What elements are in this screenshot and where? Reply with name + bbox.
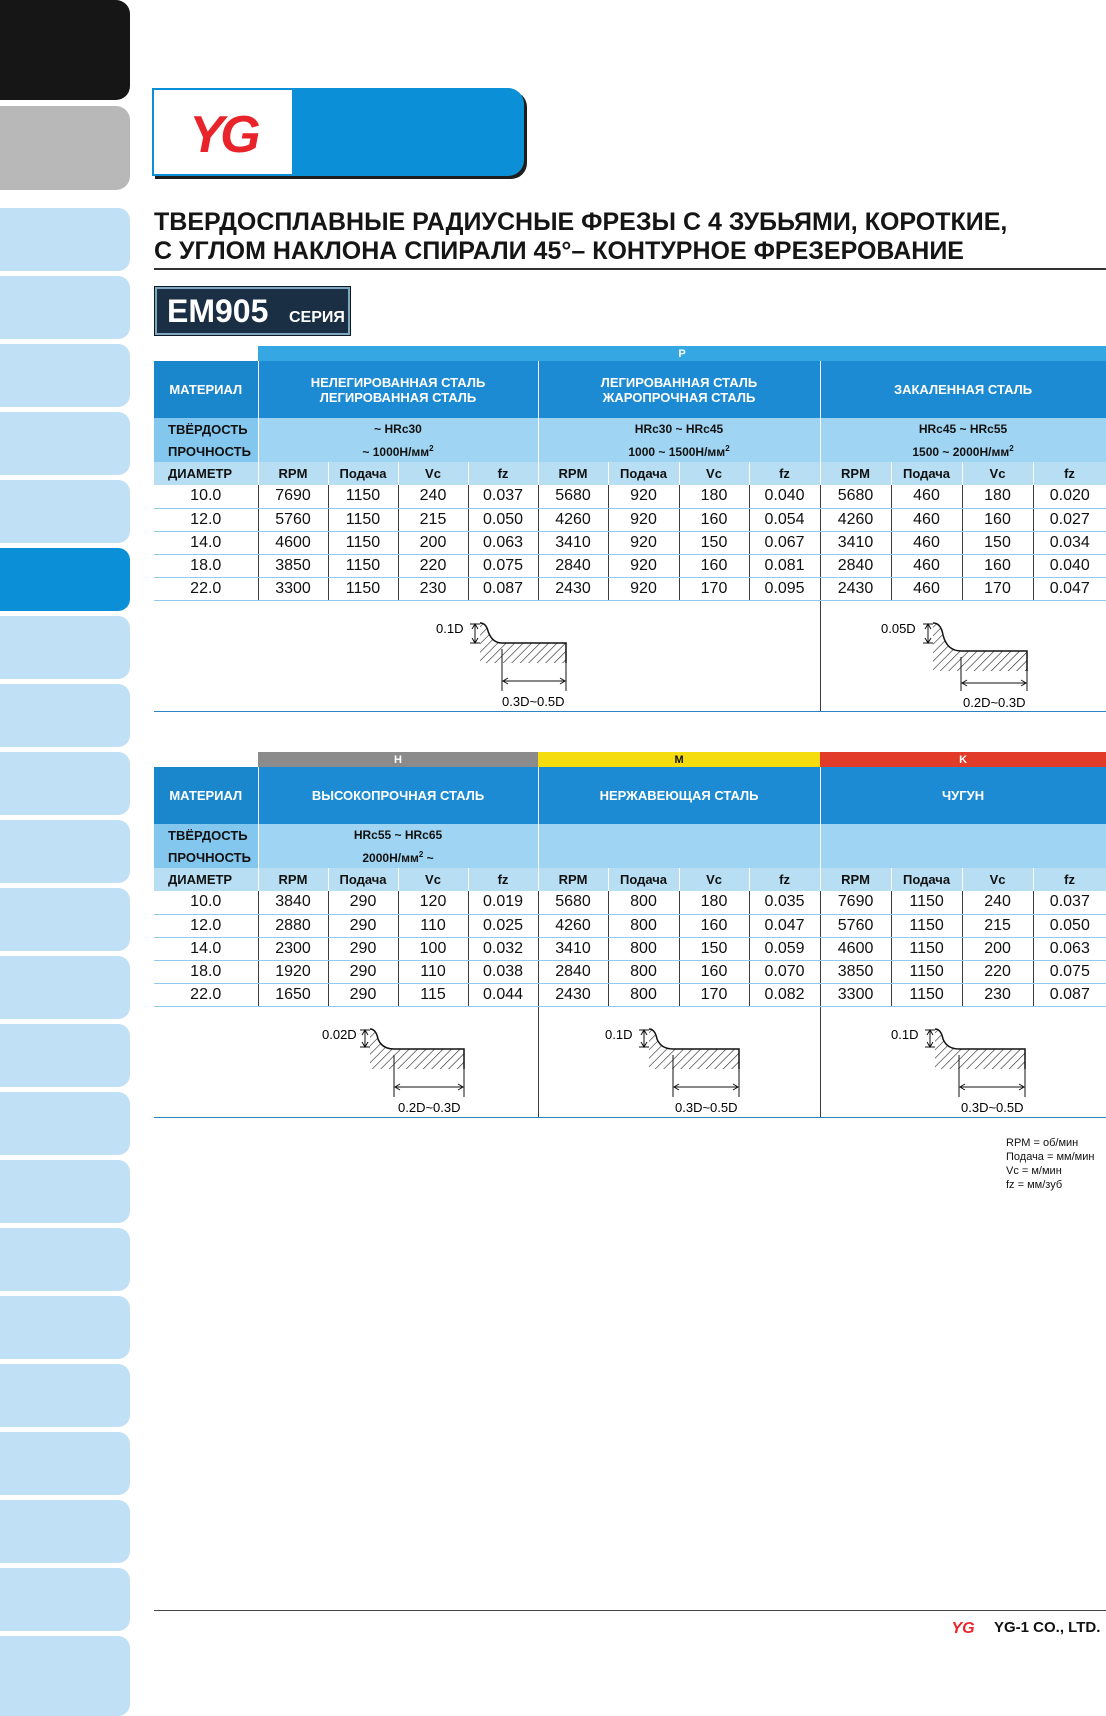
column-header-vc: Vc xyxy=(398,462,468,485)
column-header-vc: Vc xyxy=(679,868,749,891)
radius-diagram-cell xyxy=(538,1006,820,1117)
strength-label: ПРОЧНОСТЬ xyxy=(154,846,258,868)
radius-profile-diagram xyxy=(881,611,1081,711)
value-cell: 215 xyxy=(398,508,468,531)
hardness-value: HRc30 ~ HRc45 xyxy=(538,418,820,440)
strength-text: ~ 1000Н/мм xyxy=(362,444,430,459)
value-cell: 0.027 xyxy=(1033,508,1106,531)
value-cell: 0.063 xyxy=(1033,937,1106,960)
value-cell: 0.082 xyxy=(749,983,820,1006)
value-cell: 0.040 xyxy=(749,485,820,508)
value-cell: 5680 xyxy=(538,891,608,914)
section-tab-12[interactable] xyxy=(0,956,130,1019)
iso-group-h: H xyxy=(258,752,538,767)
material-group-m: НЕРЖАВЕЮЩАЯ СТАЛЬ xyxy=(538,767,820,824)
svg-text:YG: YG xyxy=(189,106,257,164)
value-cell: 290 xyxy=(328,891,398,914)
section-tab-14[interactable] xyxy=(0,1092,130,1155)
value-cell: 4260 xyxy=(538,508,608,531)
column-header-fz: fz xyxy=(749,868,820,891)
value-cell: 230 xyxy=(962,983,1033,1006)
page-title-line2: С УГЛОМ НАКЛОНА СПИРАЛИ 45°– КОНТУРНОЕ ФРЕЗЕРОВАНИЕ xyxy=(154,237,964,265)
value-cell: 240 xyxy=(962,891,1033,914)
value-cell: 5680 xyxy=(538,485,608,508)
value-cell: 460 xyxy=(891,508,962,531)
value-cell: 290 xyxy=(328,960,398,983)
material-name-line: ЗАКАЛЕННАЯ СТАЛЬ xyxy=(893,382,1033,397)
diagram-width-label: 0.3D~0.5D xyxy=(674,1099,738,1115)
value-cell: 920 xyxy=(608,577,679,600)
value-cell: 3850 xyxy=(820,960,891,983)
column-header-fz: fz xyxy=(749,462,820,485)
diameter-cell: 22.0 xyxy=(154,983,258,1006)
section-tab-4[interactable] xyxy=(0,412,130,475)
radius-profile-diagram xyxy=(605,1017,805,1117)
legend-line: fz = мм/зуб xyxy=(1006,1179,1063,1191)
column-header-vc: Vc xyxy=(962,868,1033,891)
section-tab-9[interactable] xyxy=(0,752,130,815)
page-title-line1: ТВЕРДОСПЛАВНЫЕ РАДИУСНЫЕ ФРЕЗЫ С 4 ЗУБЬЯМИ, КОРОТКИЕ, xyxy=(154,208,1008,236)
diameter-cell: 10.0 xyxy=(154,891,258,914)
section-tab-18[interactable] xyxy=(0,1364,130,1427)
value-cell: 1150 xyxy=(328,485,398,508)
table-row xyxy=(154,531,1106,554)
value-cell: 200 xyxy=(398,531,468,554)
material-name-line: ЖАРОПРОЧНАЯ СТАЛЬ xyxy=(602,389,756,405)
series-badge xyxy=(154,286,351,336)
section-tab-2[interactable] xyxy=(0,276,130,339)
value-cell: 1150 xyxy=(891,891,962,914)
value-cell: 220 xyxy=(962,960,1033,983)
strength-value xyxy=(258,440,538,462)
section-tab-1[interactable] xyxy=(0,208,130,271)
value-cell: 3850 xyxy=(258,554,328,577)
value-cell: 1150 xyxy=(891,983,962,1006)
value-cell: 290 xyxy=(328,983,398,1006)
value-cell: 2430 xyxy=(538,577,608,600)
value-cell: 5680 xyxy=(820,485,891,508)
material-label: МАТЕРИАЛ xyxy=(154,361,258,418)
brand-logo xyxy=(152,88,294,176)
value-cell: 0.070 xyxy=(749,960,820,983)
table-row xyxy=(154,983,1106,1006)
diagram-depth-label: 0.02D xyxy=(322,1026,357,1042)
value-cell: 920 xyxy=(608,554,679,577)
value-cell: 0.087 xyxy=(468,577,538,600)
column-header-feed: Подача xyxy=(608,868,679,891)
diagram-depth-label: 0.05D xyxy=(880,620,916,636)
iso-group-p: P xyxy=(258,346,1106,361)
value-cell: 180 xyxy=(962,485,1033,508)
material-group-3 xyxy=(820,361,1106,418)
column-header-feed: Подача xyxy=(891,868,962,891)
value-cell: 460 xyxy=(891,485,962,508)
value-cell: 110 xyxy=(398,960,468,983)
value-cell: 150 xyxy=(679,937,749,960)
value-cell: 0.050 xyxy=(468,508,538,531)
sidebar-top-block xyxy=(0,0,130,100)
value-cell: 3840 xyxy=(258,891,328,914)
value-cell: 7690 xyxy=(258,485,328,508)
title-divider xyxy=(154,268,1106,270)
value-cell: 3410 xyxy=(538,937,608,960)
value-cell: 800 xyxy=(608,960,679,983)
hardness-label: ТВЁРДОСТЬ xyxy=(154,418,258,440)
value-cell: 2880 xyxy=(258,914,328,937)
value-cell: 0.044 xyxy=(468,983,538,1006)
series-code: EM905 xyxy=(167,293,269,329)
strength-sup: 2 xyxy=(429,443,434,453)
radius-diagram-cell xyxy=(154,600,820,711)
value-cell: 150 xyxy=(962,531,1033,554)
value-cell: 0.037 xyxy=(1033,891,1106,914)
value-cell: 220 xyxy=(398,554,468,577)
value-cell: 5760 xyxy=(820,914,891,937)
diagram-depth-label: 0.1D xyxy=(436,620,464,636)
value-cell: 920 xyxy=(608,485,679,508)
strength-value xyxy=(258,846,538,868)
legend-line: RPM = об/мин xyxy=(1006,1137,1079,1149)
value-cell: 160 xyxy=(679,554,749,577)
strength-value xyxy=(538,846,820,868)
value-cell: 460 xyxy=(891,531,962,554)
yg-logo-icon xyxy=(154,90,292,174)
iso-group-m: M xyxy=(538,752,820,767)
hardness-value xyxy=(538,824,820,846)
value-cell: 4260 xyxy=(538,914,608,937)
column-header-vc: Vc xyxy=(398,868,468,891)
section-tab-10[interactable] xyxy=(0,820,130,883)
column-header-rpm: RPM xyxy=(820,462,891,485)
value-cell: 1150 xyxy=(891,914,962,937)
column-header-fz: fz xyxy=(1033,868,1106,891)
value-cell: 115 xyxy=(398,983,468,1006)
value-cell: 160 xyxy=(679,508,749,531)
strength-text: 1000 ~ 1500Н/мм xyxy=(628,444,726,459)
strength-tail: ~ xyxy=(426,850,434,865)
legend-line: Vc = м/мин xyxy=(1006,1165,1062,1177)
hardness-value: HRc45 ~ HRc55 xyxy=(820,418,1106,440)
section-tab-21[interactable] xyxy=(0,1568,130,1631)
diameter-cell: 14.0 xyxy=(154,531,258,554)
column-header-rpm: RPM xyxy=(258,462,328,485)
value-cell: 0.025 xyxy=(468,914,538,937)
value-cell: 110 xyxy=(398,914,468,937)
hardness-value: HRc55 ~ HRc65 xyxy=(258,824,538,846)
value-cell: 1650 xyxy=(258,983,328,1006)
column-header-vc: Vc xyxy=(679,462,749,485)
footer-divider xyxy=(154,1610,1106,1611)
value-cell: 4260 xyxy=(820,508,891,531)
value-cell: 3410 xyxy=(538,531,608,554)
value-cell: 800 xyxy=(608,983,679,1006)
section-tab-8[interactable] xyxy=(0,684,130,747)
section-tab-3[interactable] xyxy=(0,344,130,407)
section-tab-6-active[interactable] xyxy=(0,548,130,611)
value-cell: 2430 xyxy=(820,577,891,600)
table-row xyxy=(154,891,1106,914)
value-cell: 1150 xyxy=(328,577,398,600)
value-cell: 5760 xyxy=(258,508,328,531)
material-name-line: ЛЕГИРОВАННАЯ СТАЛЬ xyxy=(319,389,477,405)
value-cell: 800 xyxy=(608,914,679,937)
value-cell: 2430 xyxy=(538,983,608,1006)
column-header-feed: Подача xyxy=(328,462,398,485)
value-cell: 3300 xyxy=(258,577,328,600)
radius-profile-diagram xyxy=(436,611,636,711)
value-cell: 0.040 xyxy=(1033,554,1106,577)
value-cell: 4600 xyxy=(820,937,891,960)
table-row xyxy=(154,485,1106,508)
diagram-width-label: 0.2D~0.3D xyxy=(398,1099,461,1115)
value-cell: 0.081 xyxy=(749,554,820,577)
column-header-feed: Подача xyxy=(328,868,398,891)
table-row xyxy=(154,577,1106,600)
column-header-fz: fz xyxy=(468,462,538,485)
value-cell: 0.038 xyxy=(468,960,538,983)
value-cell: 1150 xyxy=(328,531,398,554)
diameter-cell: 18.0 xyxy=(154,960,258,983)
value-cell: 0.075 xyxy=(468,554,538,577)
strength-sup: 2 xyxy=(418,849,424,859)
diameter-cell: 18.0 xyxy=(154,554,258,577)
material-label: МАТЕРИАЛ xyxy=(154,767,258,824)
column-header-fz: fz xyxy=(468,868,538,891)
table-row xyxy=(154,914,1106,937)
value-cell: 0.075 xyxy=(1033,960,1106,983)
value-cell: 160 xyxy=(679,914,749,937)
radius-diagram-cell xyxy=(154,1006,538,1117)
value-cell: 0.047 xyxy=(1033,577,1106,600)
bar-spacer xyxy=(154,752,258,767)
value-cell: 4600 xyxy=(258,531,328,554)
diameter-cell: 12.0 xyxy=(154,508,258,531)
section-tab-22[interactable] xyxy=(0,1636,130,1716)
diagram-width-label: 0.3D~0.5D xyxy=(960,1099,1024,1115)
cutting-data-table-hmk xyxy=(154,752,1106,1118)
value-cell: 170 xyxy=(679,577,749,600)
value-cell: 160 xyxy=(962,508,1033,531)
diagram-depth-label: 0.1D xyxy=(604,1026,632,1042)
column-header-vc: Vc xyxy=(962,462,1033,485)
section-tab-13[interactable] xyxy=(0,1024,130,1087)
value-cell: 2840 xyxy=(538,554,608,577)
section-tab-17[interactable] xyxy=(0,1296,130,1359)
value-cell: 0.032 xyxy=(468,937,538,960)
value-cell: 1150 xyxy=(328,508,398,531)
iso-group-k: K xyxy=(820,752,1106,767)
value-cell: 240 xyxy=(398,485,468,508)
diameter-cell: 12.0 xyxy=(154,914,258,937)
value-cell: 460 xyxy=(891,577,962,600)
table-row xyxy=(154,554,1106,577)
value-cell: 0.047 xyxy=(749,914,820,937)
section-tab-15[interactable] xyxy=(0,1160,130,1223)
section-tab-7[interactable] xyxy=(0,616,130,679)
table-row xyxy=(154,937,1106,960)
value-cell: 0.050 xyxy=(1033,914,1106,937)
value-cell: 170 xyxy=(679,983,749,1006)
diameter-cell: 10.0 xyxy=(154,485,258,508)
hardness-label: ТВЁРДОСТЬ xyxy=(154,824,258,846)
section-tab-11[interactable] xyxy=(0,888,130,951)
bar-spacer xyxy=(154,346,258,361)
material-name-line: НЕЛЕГИРОВАННАЯ СТАЛЬ xyxy=(310,374,486,390)
diameter-label: ДИАМЕТР xyxy=(154,868,258,891)
column-header-rpm: RPM xyxy=(258,868,328,891)
material-group-h: ВЫСОКОПРОЧНАЯ СТАЛЬ xyxy=(258,767,538,824)
value-cell: 460 xyxy=(891,554,962,577)
material-group-2 xyxy=(538,361,820,418)
strength-value xyxy=(820,440,1106,462)
radius-diagram-cell xyxy=(820,1006,1106,1117)
column-header-rpm: RPM xyxy=(820,868,891,891)
value-cell: 800 xyxy=(608,937,679,960)
section-tab-19[interactable] xyxy=(0,1432,130,1495)
units-legend xyxy=(1006,1136,1094,1192)
value-cell: 0.034 xyxy=(1033,531,1106,554)
strength-sup: 2 xyxy=(725,443,730,453)
value-cell: 290 xyxy=(328,937,398,960)
value-cell: 230 xyxy=(398,577,468,600)
hardness-value xyxy=(820,824,1106,846)
cutting-data-table-p xyxy=(154,346,1106,712)
strength-text: 1500 ~ 2000Н/мм xyxy=(912,444,1010,459)
strength-value xyxy=(820,846,1106,868)
value-cell: 150 xyxy=(679,531,749,554)
value-cell: 3410 xyxy=(820,531,891,554)
svg-text:YG: YG xyxy=(951,1620,975,1636)
value-cell: 1150 xyxy=(891,960,962,983)
strength-label: ПРОЧНОСТЬ xyxy=(154,440,258,462)
value-cell: 920 xyxy=(608,508,679,531)
value-cell: 100 xyxy=(398,937,468,960)
footer xyxy=(940,1618,1100,1636)
value-cell: 3300 xyxy=(820,983,891,1006)
value-cell: 0.095 xyxy=(749,577,820,600)
value-cell: 0.054 xyxy=(749,508,820,531)
value-cell: 1150 xyxy=(891,937,962,960)
diameter-cell: 14.0 xyxy=(154,937,258,960)
column-header-rpm: RPM xyxy=(538,462,608,485)
column-header-feed: Подача xyxy=(891,462,962,485)
value-cell: 920 xyxy=(608,531,679,554)
radius-diagram-cell xyxy=(820,600,1106,711)
legend-line: Подача = мм/мин xyxy=(1006,1151,1095,1163)
value-cell: 290 xyxy=(328,914,398,937)
radius-profile-diagram xyxy=(891,1017,1091,1117)
value-cell: 0.059 xyxy=(749,937,820,960)
column-header-feed: Подача xyxy=(608,462,679,485)
diagram-width-label: 0.2D~0.3D xyxy=(962,694,1026,710)
value-cell: 1150 xyxy=(328,554,398,577)
value-cell: 800 xyxy=(608,891,679,914)
value-cell: 180 xyxy=(679,891,749,914)
diameter-cell: 22.0 xyxy=(154,577,258,600)
value-cell: 120 xyxy=(398,891,468,914)
strength-text: 2000Н/мм xyxy=(362,850,419,865)
page-title xyxy=(154,208,1104,266)
value-cell: 170 xyxy=(962,577,1033,600)
table-row xyxy=(154,960,1106,983)
material-group-1 xyxy=(258,361,538,418)
value-cell: 1920 xyxy=(258,960,328,983)
value-cell: 180 xyxy=(679,485,749,508)
value-cell: 0.063 xyxy=(468,531,538,554)
value-cell: 0.037 xyxy=(468,485,538,508)
table-row xyxy=(154,508,1106,531)
diagram-depth-label: 0.1D xyxy=(890,1026,919,1042)
value-cell: 2300 xyxy=(258,937,328,960)
diameter-label: ДИАМЕТР xyxy=(154,462,258,485)
section-tab-5[interactable] xyxy=(0,480,130,543)
column-header-fz: fz xyxy=(1033,462,1106,485)
value-cell: 160 xyxy=(679,960,749,983)
material-group-k: ЧУГУН xyxy=(820,767,1106,824)
section-tab-16[interactable] xyxy=(0,1228,130,1291)
value-cell: 215 xyxy=(962,914,1033,937)
column-header-rpm: RPM xyxy=(538,868,608,891)
yg-footer-logo-icon xyxy=(940,1618,986,1636)
value-cell: 0.035 xyxy=(749,891,820,914)
value-cell: 2840 xyxy=(538,960,608,983)
company-name: YG-1 CO., LTD. xyxy=(994,1618,1101,1636)
value-cell: 2840 xyxy=(820,554,891,577)
series-label: СЕРИЯ xyxy=(289,309,345,326)
value-cell: 0.067 xyxy=(749,531,820,554)
value-cell: 160 xyxy=(962,554,1033,577)
value-cell: 0.019 xyxy=(468,891,538,914)
sidebar-grey-block xyxy=(0,106,130,190)
hardness-value: ~ HRc30 xyxy=(258,418,538,440)
value-cell: 200 xyxy=(962,937,1033,960)
value-cell: 7690 xyxy=(820,891,891,914)
material-name-line: ЛЕГИРОВАННАЯ СТАЛЬ xyxy=(600,374,758,390)
strength-sup: 2 xyxy=(1009,443,1014,453)
value-cell: 0.020 xyxy=(1033,485,1106,508)
radius-profile-diagram xyxy=(322,1017,522,1117)
strength-value xyxy=(538,440,820,462)
value-cell: 0.087 xyxy=(1033,983,1106,1006)
section-tab-20[interactable] xyxy=(0,1500,130,1563)
diagram-width-label: 0.3D~0.5D xyxy=(502,693,565,709)
